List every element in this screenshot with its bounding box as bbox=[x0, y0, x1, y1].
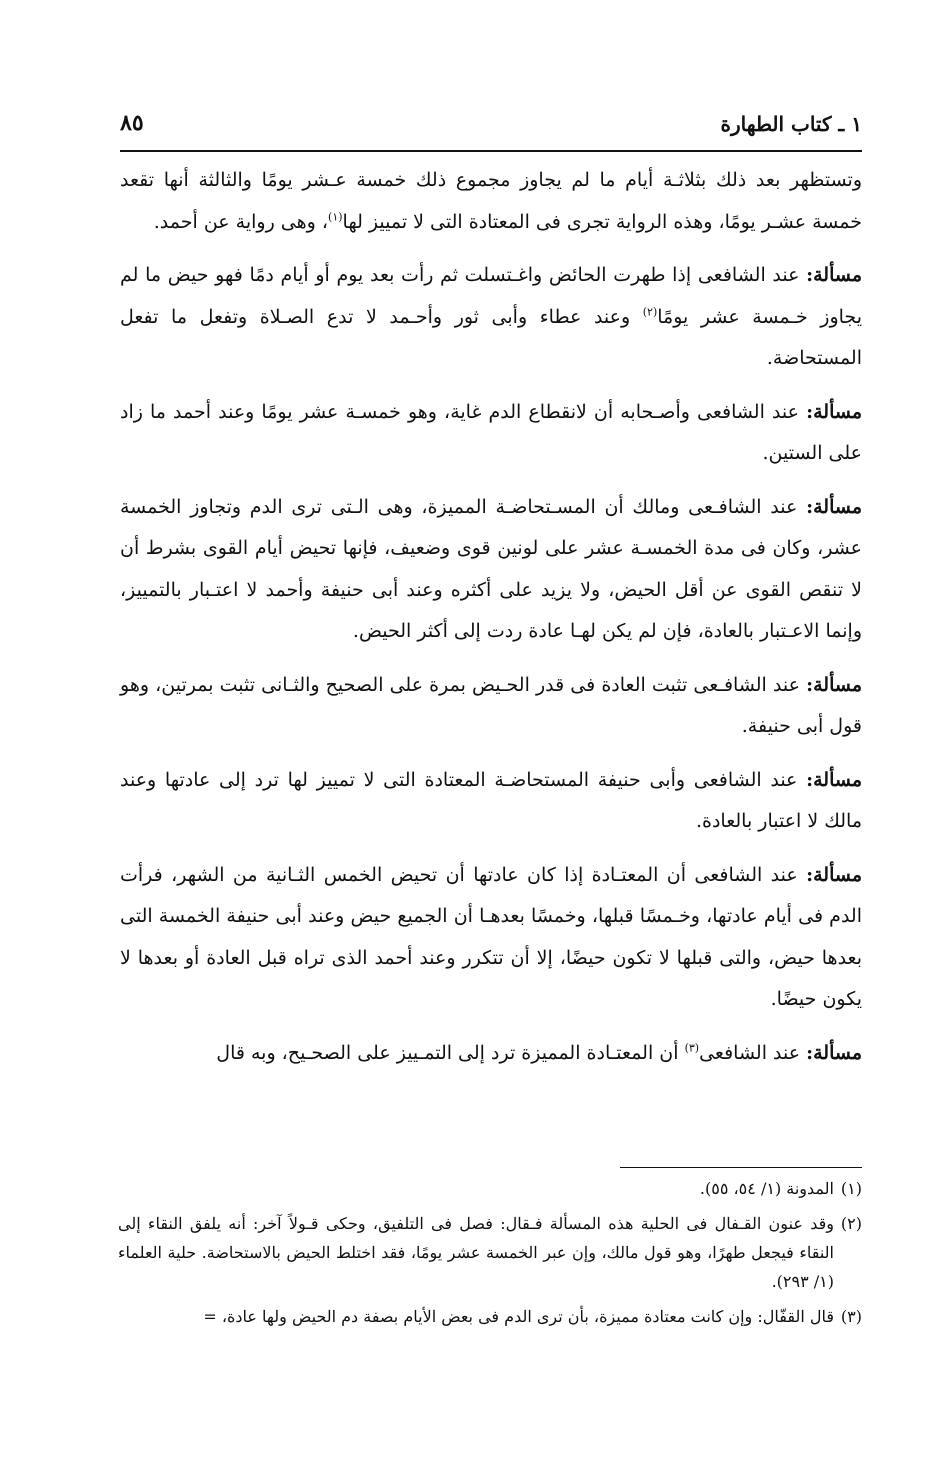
footnote bbox=[118, 1174, 862, 1203]
paragraph bbox=[120, 392, 862, 475]
page-number: ٨٥ bbox=[120, 110, 144, 136]
paragraph-text: عند الشافـعى تثبت العادة فى قدر الحـيض بمرة على الصحيح والثـانى تثبت بمرتين، وهو قول أبى حنيفة. bbox=[120, 673, 862, 737]
footnote-number: (٣) bbox=[840, 1307, 862, 1326]
paragraph-text: عند الشافعى إذا طهرت الحائض واغـتسلت ثم رأت بعد يوم أو أيام دمًا فهو حيض ما لم يجاوز خـمسة عشر يومًا bbox=[120, 264, 862, 328]
footnote-divider bbox=[620, 1167, 862, 1168]
paragraph-text: عند الشافعى وأبى حنيفة المستحاضـة المعتادة التى لا تمييز لها ترد إلى عادتها وعند مالك لا اعتبار بالعادة. bbox=[120, 768, 862, 832]
issue-label: مسألة: bbox=[806, 495, 862, 518]
paragraph bbox=[120, 665, 862, 748]
paragraph-text: ، وهى رواية عن أحمد. bbox=[153, 210, 329, 233]
paragraph-text: عند الشافـعى ومالك أن المسـتحاضـة المميزة، وهى الـتى ترى الدم وتجاوز الخمسة عشر، وكان فى مدة الخمسـة عشر على لونين قوى وضعيف، فإنها تحيض أيام القوى بشرط أن لا تنقص القوى عن أقل الحيض، ولا يزيد على أكثره وعند أبى حنيفة وأحمد لا اعتـبار بالتمييز، وإنما الاعـتبار بالعادة، فإن لم يكن لهـا عادة ردت إلى أكثر الحيض. bbox=[120, 495, 862, 642]
footnote-ref: (٢) bbox=[642, 305, 658, 319]
paragraph-text: عند الشافعى bbox=[699, 1041, 807, 1064]
issue-label: مسألة: bbox=[806, 863, 862, 886]
paragraph bbox=[120, 1033, 862, 1075]
issue-label: مسألة: bbox=[806, 1041, 862, 1064]
footnote-ref: (١) bbox=[328, 210, 343, 224]
paragraph bbox=[120, 487, 862, 653]
footnote-number: (١) bbox=[840, 1179, 862, 1198]
header-divider bbox=[120, 150, 862, 152]
paragraph bbox=[120, 855, 862, 1021]
chapter-title: ١ ـ كتاب الطهارة bbox=[720, 112, 862, 136]
paragraph-text: وتستظهر بعد ذلك بثلاثـة أيام ما لم يجاوز مجموع ذلك خمسة عـشر يومًا والثالثة أنها تقعد خمسة عشـر يومًا، وهذه الرواية تجرى فى المعتادة التى لا تمييز لها bbox=[120, 169, 862, 233]
issue-label: مسألة: bbox=[806, 673, 862, 696]
footnote-ref: (٣) bbox=[684, 1041, 700, 1055]
paragraph-text: عند الشافعى أن المعتـادة إذا كان عادتها أن تحيض الخمس الثـانية من الشهر، فرأت الدم فى أيام عادتها، وخـمسًا قبلها، وخمسًا بعدهـا أن الجميع حيض وعند أبى حنيفة الخمسة التى بعدها حيض، والتى قبلها لا تكون حيضًا، إلا أن تتكرر وعند أحمد الذى تراه قبل العادة أو بعدها لا يكون حيضًا. bbox=[120, 863, 862, 1010]
paragraph bbox=[120, 160, 862, 243]
footnote bbox=[118, 1209, 862, 1296]
paragraph bbox=[120, 255, 862, 380]
main-text bbox=[120, 160, 862, 1086]
footnote-text: المدونة (١/ ٥٤، ٥٥). bbox=[699, 1179, 834, 1198]
footnote bbox=[118, 1302, 862, 1331]
issue-label: مسألة: bbox=[806, 768, 862, 791]
issue-label: مسألة: bbox=[806, 400, 862, 423]
paragraph-text: وعند عطاء وأبى ثور وأحـمد لا تدع الصـلاة وتفعل ما تفعل المستحاضة. bbox=[120, 305, 862, 369]
paragraph-text: عند الشافعى وأصـحابه أن لانقطاع الدم غاية، وهو خمسـة عشر يومًا وعند أحمد ما زاد على الستين. bbox=[120, 400, 862, 464]
paragraph bbox=[120, 760, 862, 843]
footnote-text: قال القفّال: وإن كانت معتادة مميزة، بأن ترى الدم فى بعض الأيام بصفة دم الحيض ولها عادة، = bbox=[203, 1307, 834, 1326]
footnote-number: (٢) bbox=[840, 1214, 862, 1233]
running-header bbox=[120, 110, 862, 142]
issue-label: مسألة: bbox=[806, 264, 862, 286]
footnotes bbox=[118, 1174, 862, 1337]
paragraph-text: أن المعتـادة المميزة ترد إلى التمـييز على الصحـيح، وبه قال bbox=[216, 1041, 685, 1064]
footnote-text: وقد عنون القـفال فى الحلية هذه المسألة فـقال: فصل فى التلفيق، وحكى قـولاً آخر: أنه يلفق النقاء إلى النقاء فيجعل طهرًا، وهو قول مالك، وإن عبر الخمسة عشر يومًا، فقد اختلط الحيض بالاستحاضة. حلية العلماء (١/ ٢٩٣). bbox=[118, 1214, 834, 1291]
